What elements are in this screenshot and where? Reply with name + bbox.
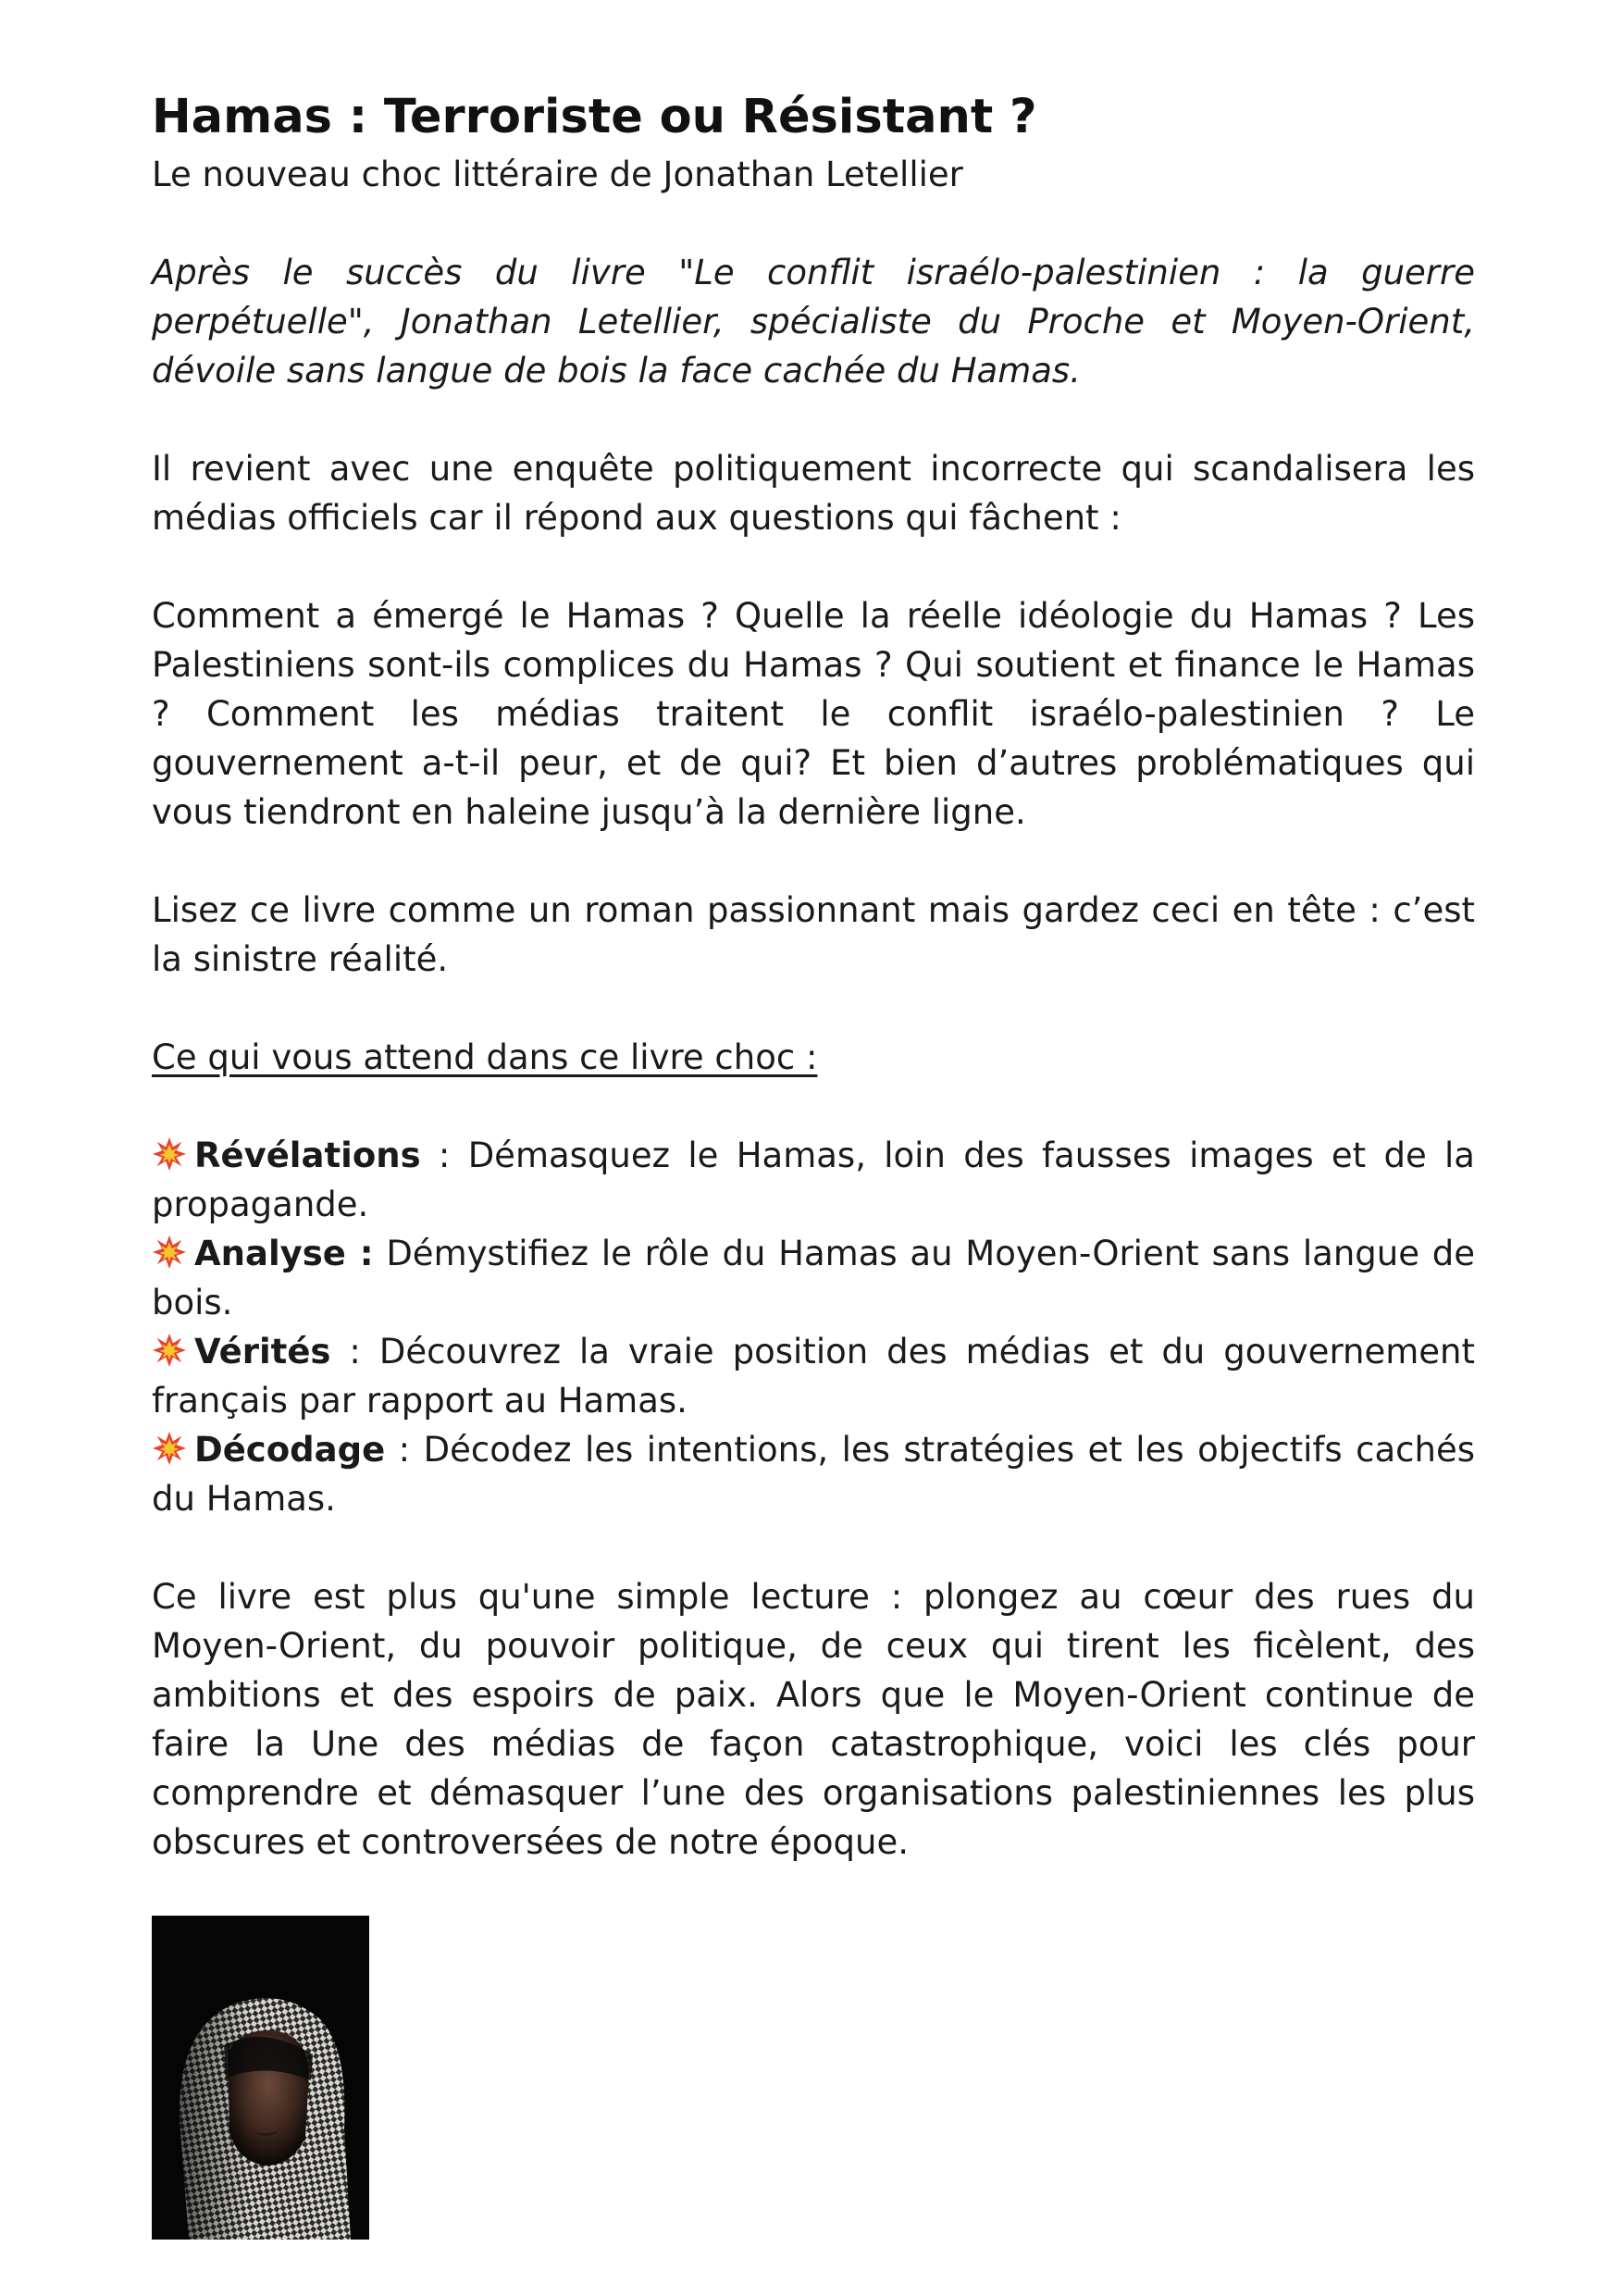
document-title: Hamas : Terroriste ou Résistant ? (152, 90, 1037, 144)
collision-icon (152, 1235, 187, 1270)
feature-term: Révélations (194, 1136, 421, 1175)
collision-icon (152, 1136, 187, 1172)
feature-item (152, 1131, 1475, 1229)
feature-text: Découvrez la vraie position des médias et du gouvernement français par rapport au Hamas. (152, 1332, 1475, 1421)
document-page (152, 85, 1475, 2240)
paragraph-conclusion: Ce livre est plus qu'une simple lecture : plongez au cœur des rues du Moyen-Orient, du pouvoir politique, de ceux qui tirent les ficèlent, des ambitions et des espoirs de paix. Alors que le Moyen-Orient continue de faire la Une des médias de façon catastrophique, voici les clés pour comprendre et démasquer l’une des organisations palestiniennes les plus obscures et controversées de notre époque. (152, 1577, 1475, 1862)
feature-list (152, 1131, 1475, 1523)
feature-item (152, 1327, 1475, 1425)
feature-text: Démystifiez le rôle du Hamas au Moyen-Orient sans langue de bois. (152, 1234, 1475, 1322)
feature-text: Décodez les intentions, les stratégies et les objectifs cachés du Hamas. (152, 1430, 1475, 1519)
paragraph-questions: Comment a émergé le Hamas ? Quelle la réelle idéologie du Hamas ? Les Palestiniens sont-ils complices du Hamas ? Qui soutient et finance le Hamas ? Comment les médias traitent le conflit israélo-palestinien ? Le gouvernement a-t-il peur, et de qui? Et bien d’autres problématiques qui vous tiendront en haleine jusqu’à la dernière ligne. (152, 596, 1475, 832)
collision-icon (152, 1333, 187, 1368)
feature-separator: : (420, 1136, 468, 1175)
section-heading: Ce qui vous attend dans ce livre choc : (152, 1037, 818, 1077)
feature-separator: : (330, 1332, 379, 1371)
document-subtitle: Le nouveau choc littéraire de Jonathan Letellier (152, 155, 963, 194)
collision-icon (152, 1431, 187, 1466)
feature-term: Analyse : (194, 1234, 374, 1273)
portrait-photo (152, 1916, 369, 2240)
feature-term: Décodage (194, 1430, 386, 1470)
intro-paragraph: Après le succès du livre "Le conflit israélo-palestinien : la guerre perpétuelle", Jonathan Letellier, spécialiste du Proche et Moyen-Orient, dévoile sans langue de bois la face cachée du Hamas. (152, 253, 1475, 391)
feature-item (152, 1425, 1475, 1523)
feature-term: Vérités (194, 1332, 331, 1371)
portrait-keffiyeh-image (152, 1916, 369, 2240)
feature-item (152, 1229, 1475, 1327)
paragraph-enquete: Il revient avec une enquête politiquement incorrecte qui scandalisera les médias officiels car il répond aux questions qui fâchent : (152, 449, 1475, 538)
paragraph-realite: Lisez ce livre comme un roman passionnant mais gardez ceci en tête : c’est la sinistre réalité. (152, 890, 1475, 979)
feature-separator: : (385, 1430, 424, 1470)
feature-separator (374, 1234, 387, 1273)
feature-text: Démasquez le Hamas, loin des fausses images et de la propagande. (152, 1136, 1475, 1224)
